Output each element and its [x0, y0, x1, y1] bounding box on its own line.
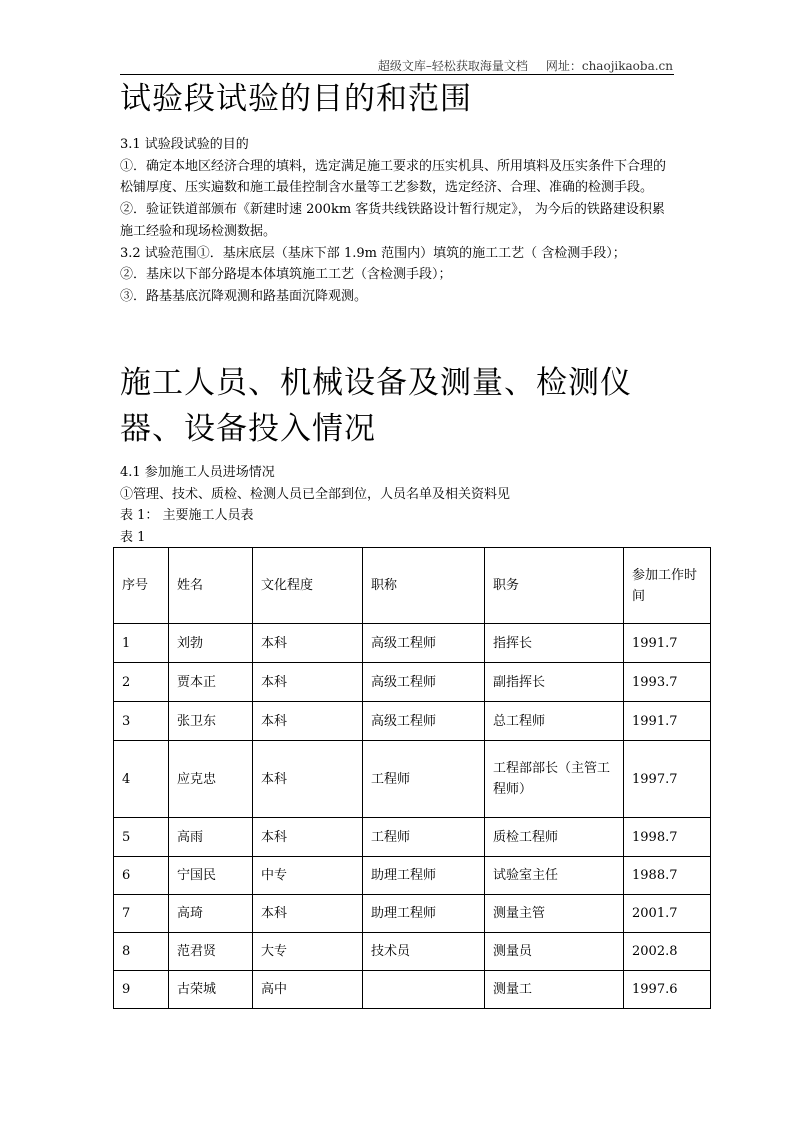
table-cell: 宁国民 — [169, 857, 253, 895]
table-cell: 3 — [114, 702, 169, 741]
paragraph: 3.1 试验段试验的目的 — [120, 137, 249, 152]
section4-title: 施工人员、机械设备及测量、检测仪器、设备投入情况 — [120, 365, 632, 447]
table-cell: 1991.7 — [624, 624, 711, 663]
table-cell: 本科 — [253, 895, 363, 933]
table-row — [114, 857, 711, 895]
table-cell: 质检工程师 — [485, 818, 624, 857]
table-cell: 1 — [114, 624, 169, 663]
header-url: 网址：chaojikaoba.cn — [545, 59, 673, 73]
table-cell: 序号 — [114, 548, 169, 624]
table-cell: 文化程度 — [253, 548, 363, 624]
table-cell: 古荣城 — [169, 971, 253, 1009]
header-site: 超级文库–轻松获取海量文档 — [377, 59, 528, 73]
table-cell: 助理工程师 — [363, 895, 485, 933]
table-cell: 职务 — [485, 548, 624, 624]
table-cell: 测量工 — [485, 971, 624, 1009]
table-row — [114, 624, 711, 663]
table-cell: 工程师 — [363, 818, 485, 857]
table-cell: 2 — [114, 663, 169, 702]
table-cell: 高中 — [253, 971, 363, 1009]
table-cell: 助理工程师 — [363, 857, 485, 895]
table-row — [114, 663, 711, 702]
staff-table — [113, 547, 711, 1009]
table-cell: 张卫东 — [169, 702, 253, 741]
table-cell: 1991.7 — [624, 702, 711, 741]
paragraph: 4.1 参加施工人员进场情况 — [120, 465, 275, 480]
table-cell: 高级工程师 — [363, 663, 485, 702]
table-cell: 范君贤 — [169, 933, 253, 971]
paragraph: ①．确定本地区经济合理的填料，选定满足施工要求的压实机具、所用填料及压实条件下合理的松铺厚度、压实遍数和施工最佳控制含水量等工艺参数，选定经济、合理、准确的检测手段。 — [120, 158, 667, 196]
table-cell: 4 — [114, 741, 169, 818]
table-cell: 应克忠 — [169, 741, 253, 818]
table-cell: 本科 — [253, 818, 363, 857]
section3-title: 试验段试验的目的和范围 — [120, 81, 472, 117]
table-cell: 8 — [114, 933, 169, 971]
paragraph: ③．路基基底沉降观测和路基面沉降观测。 — [120, 288, 368, 304]
table-row — [114, 895, 711, 933]
table-cell: 试验室主任 — [485, 857, 624, 895]
page-header — [360, 57, 673, 74]
table-cell: 高级工程师 — [363, 702, 485, 741]
paragraph: 表 1 — [120, 530, 146, 546]
table-cell: 高琦 — [169, 895, 253, 933]
table-cell: 总工程师 — [485, 702, 624, 741]
table-cell: 7 — [114, 895, 169, 933]
table-row — [114, 741, 711, 818]
table-cell: 1997.6 — [624, 971, 711, 1009]
table-cell: 2002.8 — [624, 933, 711, 971]
table-cell: 本科 — [253, 624, 363, 663]
section3-body — [120, 134, 676, 308]
table-header-row — [114, 548, 711, 624]
table-cell: 技术员 — [363, 933, 485, 971]
table-cell: 测量主管 — [485, 895, 624, 933]
section4-body — [120, 462, 676, 549]
table-cell: 职称 — [363, 548, 485, 624]
paragraph: ①管理、技术、质检、检测人员已全部到位，人员名单及相关资料见 — [120, 486, 511, 502]
table-cell: 本科 — [253, 702, 363, 741]
table-row — [114, 818, 711, 857]
table-cell — [363, 971, 485, 1009]
table-cell: 大专 — [253, 933, 363, 971]
paragraph: ②．基床以下部分路堤本体填筑施工工艺（含检测手段）； — [120, 267, 452, 283]
table-cell: 指挥长 — [485, 624, 624, 663]
table-cell: 本科 — [253, 663, 363, 702]
table-row — [114, 702, 711, 741]
paragraph: 3.2 试验范围①．基床底层（基床下部 1.9m 范围内）填筑的施工工艺（ 含检测手段）； — [120, 245, 626, 261]
table-cell: 6 — [114, 857, 169, 895]
table-cell: 9 — [114, 971, 169, 1009]
paragraph: 表 1： 主要施工人员表 — [120, 508, 254, 524]
table-cell: 中专 — [253, 857, 363, 895]
table-cell: 2001.7 — [624, 895, 711, 933]
table-cell: 1988.7 — [624, 857, 711, 895]
table-cell: 高雨 — [169, 818, 253, 857]
table-cell: 1993.7 — [624, 663, 711, 702]
table-row — [114, 933, 711, 971]
table-row — [114, 971, 711, 1009]
header-divider — [120, 74, 674, 75]
table-cell: 本科 — [253, 741, 363, 818]
table-cell: 副指挥长 — [485, 663, 624, 702]
table-cell: 测量员 — [485, 933, 624, 971]
table-cell: 5 — [114, 818, 169, 857]
table-cell: 刘勃 — [169, 624, 253, 663]
table-cell: 工程部部长（主管工程师） — [485, 741, 624, 818]
table-cell: 工程师 — [363, 741, 485, 818]
table-cell: 1997.7 — [624, 741, 711, 818]
table-cell: 高级工程师 — [363, 624, 485, 663]
paragraph: ②．验证铁道部颁布《新建时速 200km 客货共线铁路设计暂行规定》， 为今后的铁路建设积累施工经验和现场检测数据。 — [120, 202, 665, 239]
table-cell: 贾本正 — [169, 663, 253, 702]
table-cell: 姓名 — [169, 548, 253, 624]
table-cell: 1998.7 — [624, 818, 711, 857]
table-cell: 参加工作时间 — [624, 548, 711, 624]
